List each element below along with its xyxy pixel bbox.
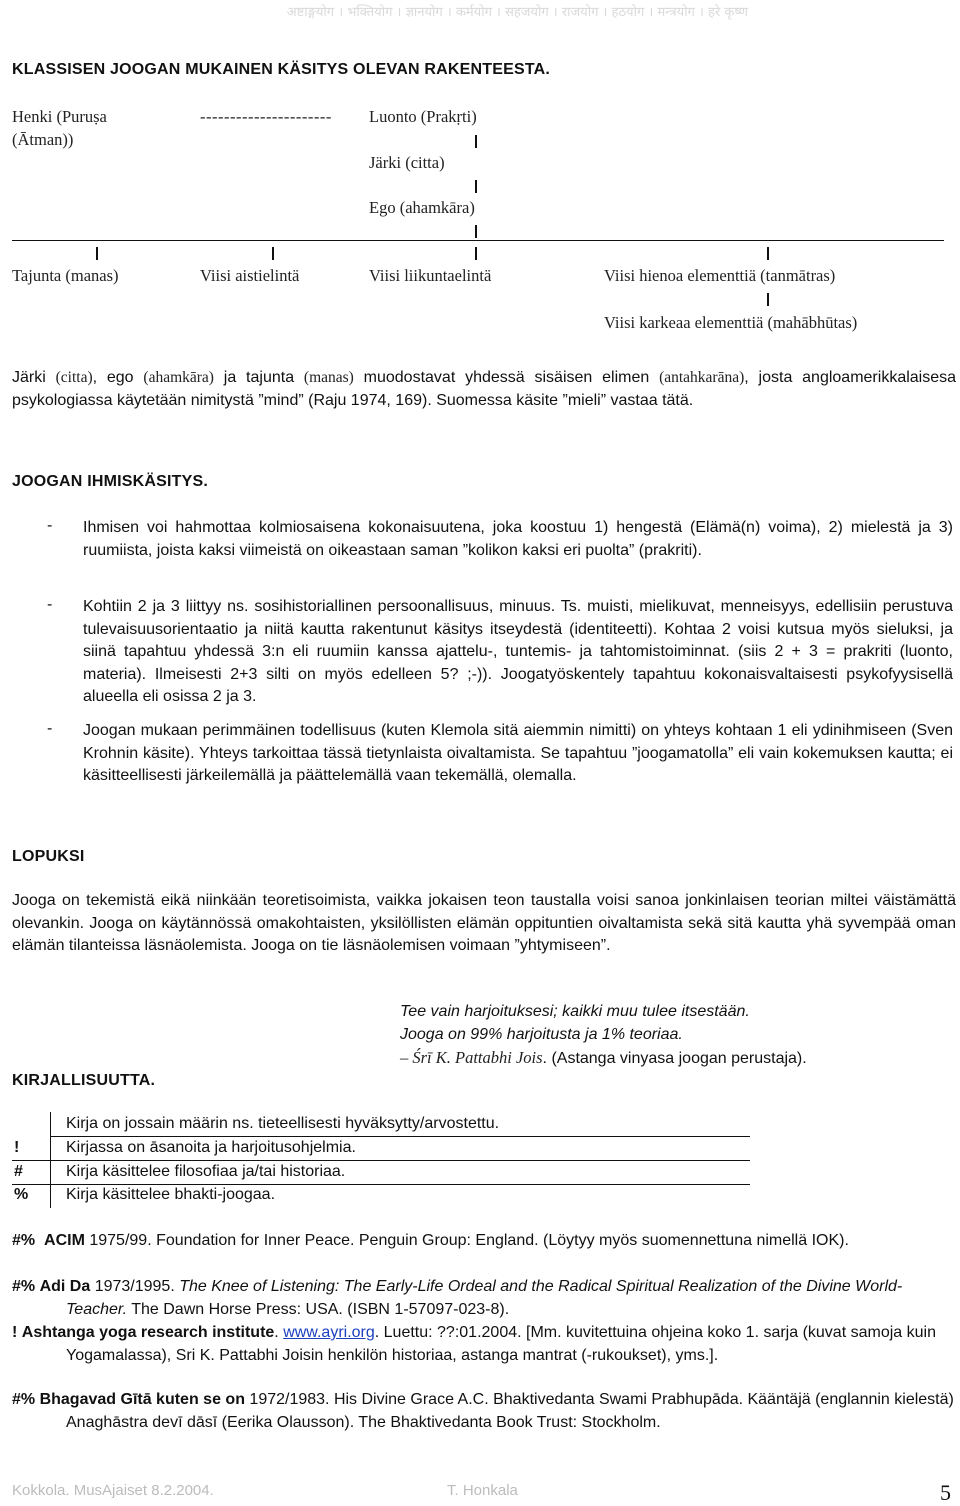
section-title-kirjallisuutta: KIRJALLISUUTTA. bbox=[12, 1072, 156, 1089]
lopuksi-paragraph: Jooga on tekemistä eikä niinkään teoretisoimista, vaikka jokaisen teon taustalla voisi sanoa jonkinlaisen teorian miltei väistämättä olevankin. Jooga on käytännössä omakohtaisten, yksilöllisten elämän oppituntien oivaltamista sekä sitä kautta yhä syvempää oman elämän tilanteissa läsnäolemista. Jooga on tie läsnäolemisen voimaan ”yhtymiseen”. bbox=[12, 892, 956, 955]
para-term: (antahkarāna) bbox=[659, 369, 745, 386]
ref-text: . bbox=[274, 1324, 284, 1341]
diagram-connector-dashes: ---------------------- bbox=[200, 107, 332, 126]
diagram-atman: (Ātman)) bbox=[12, 130, 74, 149]
list-dash: - bbox=[47, 517, 53, 534]
ref-author: Adi Da bbox=[39, 1278, 91, 1295]
ref-text: . Luettu: ??:01.2004. [Mm. kuvitettuina ohjeina koko 1. sarja (kuvat samoja kuin Yogamalassa), Sri K. Pattabhi Joisin henkilön historiaa, astanga mantrat (-rukoukset), yms.]. bbox=[66, 1324, 936, 1364]
diagram-connector bbox=[475, 225, 477, 238]
ref-mark: #% bbox=[12, 1232, 36, 1249]
diagram-aistielinta: Viisi aistielintä bbox=[200, 266, 300, 285]
legend-text: Kirjassa on āsanoita ja harjoitusohjelmia. bbox=[66, 1139, 356, 1156]
ref-author: Bhagavad Gītā kuten se on bbox=[39, 1391, 245, 1408]
legend-text: Kirja käsittelee filosofiaa ja/tai historiaa. bbox=[66, 1163, 346, 1180]
ref-text: 1975/99. Foundation for Inner Peace. Penguin Group: England. (Löytyy myös suomennettuna nimellä IOK). bbox=[84, 1232, 849, 1249]
list-dash: - bbox=[47, 720, 53, 737]
legend-text: Kirja on jossain määrin ns. tieteellisesti hyväksytty/arvostettu. bbox=[66, 1115, 500, 1132]
ref-text: The Dawn Horse Press: USA. (ISBN 1-57097-023-8). bbox=[127, 1300, 510, 1318]
header-banner: अष्टाङ्गयोग । भक्तियोग । ज्ञानयोग । कर्मयोग । सहजयोग । राजयोग । हठयोग । मन्त्रयोग । हरे कृष्ण bbox=[200, 0, 960, 34]
diagram-jarki: Järki (citta) bbox=[369, 153, 445, 172]
ref-text: 1972/1983. His Divine Grace A.C. Bhaktivedanta Swami Prabhupāda. Kääntäjä (englannin kielestä) Anaghāstra devī dāsī (Eerika Olausson). The Bhaktivedanta Book Trust: Stockholm. bbox=[66, 1391, 954, 1431]
para-text: Järki bbox=[12, 369, 56, 386]
legend-symbol: ! bbox=[14, 1139, 20, 1156]
para-term: (ahamkāra) bbox=[143, 369, 214, 386]
footer-author: T. Honkala bbox=[447, 1482, 518, 1499]
footer-left: Kokkola. MusAjaiset 8.2.2004. bbox=[12, 1482, 214, 1499]
para-text: , josta angloamerikkalaisesa psykologiassa käytetään nimitystä ”mind” (Raju 1974, 169). Suomessa käsite ”mieli” vastaa tätä. bbox=[12, 369, 957, 409]
ref-author: Ashtanga yoga research institute bbox=[21, 1324, 275, 1341]
quote-attribution bbox=[400, 1048, 807, 1068]
reference-entry bbox=[12, 1322, 956, 1367]
list-item: Kohtiin 2 ja 3 liittyy ns. sosihistoriallinen persoonallisuus, minuus. Ts. muisti, mielikuvat, menneisyys, edellisiin perustuva tulevaisuusorientaatio ja niitä kautta rakentunut käsitys itseydestä (identiteetti). Kohtaa 2 voisi kutsua myös sieluksi, ja siinä tapahtuu yhdessä 3:n eli ruumiin kanssa ajattelu-, tuntemis- ja tahtomistoiminnat. (siis 2 + 3 = prakriti (luonto, materia). Ilmeisesti 2+3 silti on myös edelleen 5? ;-)). Joogatyöskentely tapahtuu kokonaisvaltaisesti psykofyysisellä alueella eli osissa 2 ja 3. bbox=[83, 598, 953, 706]
reference-entry bbox=[12, 1389, 956, 1434]
ref-author: ACIM bbox=[44, 1232, 85, 1249]
para-text: muodostavat yhdessä sisäisen elimen bbox=[353, 369, 660, 386]
legend-rule bbox=[12, 1184, 750, 1185]
ref-text: 1973/1995. bbox=[90, 1278, 180, 1295]
ref-mark: #% bbox=[12, 1391, 36, 1408]
ref-mark: #% bbox=[12, 1278, 36, 1295]
diagram-luonto: Luonto (Prakṛti) bbox=[369, 107, 477, 126]
list-item: Joogan mukaan perimmäinen todellisuus (kuten Klemola sitä aiemmin nimitti) on yhteys kohtaan 1 eli ydinihmiseen (Sven Krohnin käsite). Yhteys tarkoittaa tässä tietynlaista oivaltamista. Se tapahtuu ”joogamatolla” eli vain kokemuksen kautta; ei käsitteellisesti järkeilemällä ja päättelemällä vaan tekemällä, olemalla. bbox=[83, 722, 953, 785]
legend-symbol: # bbox=[14, 1163, 23, 1180]
diagram-connector bbox=[767, 293, 769, 306]
diagram-connector bbox=[767, 247, 769, 260]
diagram-branch-line bbox=[12, 240, 944, 241]
reference-entry bbox=[12, 1276, 956, 1321]
legend-symbol: % bbox=[14, 1186, 29, 1203]
diagram-tajunta: Tajunta (manas) bbox=[12, 266, 119, 285]
section-title-lopuksi: LOPUKSI bbox=[12, 848, 85, 865]
ref-mark: ! bbox=[12, 1324, 18, 1341]
structure-paragraph bbox=[12, 367, 956, 412]
diagram-liikuntaelinta: Viisi liikuntaelintä bbox=[369, 266, 492, 285]
legend-rule bbox=[12, 1160, 750, 1161]
quote-line: Tee vain harjoituksesi; kaikki muu tulee itsestään. bbox=[400, 1003, 750, 1020]
para-text: ja tajunta bbox=[213, 369, 304, 386]
diagram-henki: Henki (Puruṣa bbox=[12, 107, 107, 126]
diagram-hienoa: Viisi hienoa elementtiä (tanmātras) bbox=[604, 266, 836, 285]
quote-line: Jooga on 99% harjoitusta ja 1% teoriaa. bbox=[400, 1026, 683, 1043]
ref-link[interactable]: www.ayri.org bbox=[283, 1324, 375, 1341]
diagram-connector bbox=[475, 180, 477, 193]
ref-title: The Knee of Listening: The Early-Life Ordeal and the Radical Spiritual Realization of the Divine World-Teacher. bbox=[66, 1278, 903, 1318]
para-text: , ego bbox=[92, 369, 144, 386]
para-term: (manas) bbox=[303, 369, 354, 386]
diagram-karkeaa: Viisi karkeaa elementtiä (mahābhūtas) bbox=[604, 313, 858, 332]
para-term: (citta) bbox=[55, 369, 93, 386]
list-dash: - bbox=[47, 596, 53, 613]
quote-source: . (Astanga vinyasa joogan perustaja). bbox=[542, 1050, 807, 1067]
quote-author: – Śrī K. Pattabhi Jois bbox=[400, 1048, 543, 1067]
reference-entry bbox=[12, 1230, 956, 1253]
legend-rule bbox=[50, 1136, 750, 1137]
diagram-connector bbox=[475, 135, 477, 148]
list-item: Ihmisen voi hahmottaa kolmiosaisena kokonaisuutena, joka koostuu 1) hengestä (Elämä(n) voima), 2) mielestä ja 3) ruumiista, joista kaksi viimeistä on oikeastaan saman ”kolikon kaksi eri puolta” (prakriti). bbox=[83, 519, 953, 559]
section-title-ihmiskasitys: JOOGAN IHMISKÄSITYS. bbox=[12, 473, 209, 490]
diagram-connector bbox=[96, 247, 98, 260]
page-number: 5 bbox=[940, 1480, 951, 1505]
legend-text: Kirja käsittelee bhakti-joogaa. bbox=[66, 1186, 276, 1203]
section-title-structure: KLASSISEN JOOGAN MUKAINEN KÄSITYS OLEVAN RAKENTEESTA. bbox=[12, 61, 551, 78]
diagram-connector bbox=[272, 247, 274, 260]
diagram-ego: Ego (ahamkāra) bbox=[369, 198, 475, 217]
diagram-connector bbox=[475, 247, 477, 260]
